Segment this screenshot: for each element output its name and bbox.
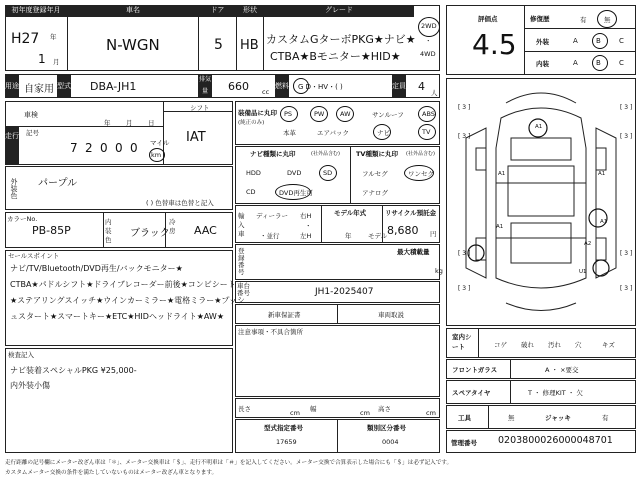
- diagram-bracket: [ 3 ]: [620, 104, 633, 111]
- tools-label: 工具: [458, 414, 471, 422]
- mileage-digit: 7: [70, 141, 78, 155]
- grade-label: グレード: [264, 5, 414, 17]
- import-dealer: ディーラー: [256, 212, 288, 220]
- grade-option: A: [573, 37, 578, 45]
- length-unit: cm: [290, 409, 300, 417]
- car-name-label: 車名: [68, 5, 198, 17]
- inspector-note-line2: 内外装小傷: [10, 381, 50, 390]
- damage-mark: A2: [584, 241, 592, 247]
- grade-option-circle: [592, 55, 608, 71]
- grade-option-circle: [592, 33, 608, 49]
- diagram-bracket: [ 3 ]: [620, 133, 633, 140]
- footer-line2: カスタムメーター交換の条件を満たしていないものはメーター改ざん車となります。: [5, 470, 218, 476]
- navi-label: ナビ種類に丸印: [250, 150, 296, 158]
- car-name: N-WGN: [106, 36, 160, 54]
- grade-option: B: [596, 59, 601, 67]
- reg-year-suffix: 年: [50, 33, 57, 41]
- damage-mark: A1: [598, 171, 606, 177]
- jack-label: ジャッキ: [545, 414, 571, 422]
- exterior-color: パープル: [38, 178, 78, 189]
- length-label: 長さ: [238, 405, 251, 413]
- seat-item: 破れ: [521, 341, 534, 349]
- handle-dot: ・: [305, 222, 312, 230]
- import-label: 輸入車: [238, 212, 245, 238]
- grade-line2: CTBA★Bモニター★HID★: [270, 50, 401, 63]
- color-code: PB-85P: [32, 224, 71, 237]
- width-label: 幅: [310, 405, 317, 413]
- damage-mark: A1: [496, 224, 504, 230]
- inspection-day: 日: [148, 119, 155, 127]
- sales-line-2: CTBA★パドルシフト★ドライブレコーダー前後★コンビシート: [10, 280, 236, 289]
- navi-item: SD: [323, 169, 333, 177]
- model-designation-label: 型式指定番号: [264, 424, 303, 432]
- handle-right: 右H: [300, 212, 312, 220]
- mileage-digit: 0: [100, 141, 108, 155]
- width-unit: cm: [360, 409, 370, 417]
- new-car-warranty: 新車保証書: [268, 311, 301, 319]
- recycle-unit: 円: [430, 230, 437, 238]
- tv-item: アナログ: [362, 189, 388, 197]
- mileage-mile: マイル: [150, 139, 170, 147]
- navi-item: DVD: [287, 169, 302, 177]
- model-year-label: モデル年式: [334, 209, 367, 217]
- reg-month-suffix: 月: [53, 58, 60, 66]
- jack-value: 有: [602, 414, 609, 422]
- car-diagram: [446, 78, 636, 326]
- damage-mark: A1: [600, 219, 608, 225]
- ac: AAC: [194, 224, 217, 237]
- displacement: 660: [228, 80, 249, 93]
- spare-tire-label: スペアタイヤ: [452, 389, 491, 397]
- inspector-note-line1: ナビ装着スペシャルPKG ¥25,000-: [10, 366, 137, 375]
- spare-tire-options: T ・ 修理KIT ・ 欠: [528, 389, 583, 397]
- usage-label: 用途: [5, 74, 19, 98]
- chassis-number: JH1-2025407: [315, 287, 374, 297]
- navi-sub: (社外品含む): [311, 151, 340, 157]
- reg-year-label: 初年度登録年月: [5, 5, 67, 17]
- height-unit: cm: [426, 409, 436, 417]
- damage-mark: A1: [535, 124, 543, 130]
- usage: 自家用: [24, 84, 54, 95]
- diagram-bracket: [ 3 ]: [458, 104, 471, 111]
- seat-item: 穴: [575, 341, 582, 349]
- equipment-item: PW: [314, 110, 325, 118]
- sales-line-4: ュスタート★スマートキー★ETC★HIDヘッドライト★AW★: [10, 312, 224, 321]
- interior-color-label: 内装色: [105, 218, 112, 244]
- registration-label: 登録番号: [238, 247, 245, 276]
- model-designation-value: 17659: [276, 438, 297, 446]
- diagram-bracket: [ 3 ]: [458, 133, 471, 140]
- seat-item: 汚れ: [548, 341, 561, 349]
- category-label: 類別区分番号: [367, 424, 406, 432]
- model-label: 型式: [57, 74, 71, 98]
- inspection-month: 月: [126, 119, 133, 127]
- tv-sub: (社外品含む): [406, 151, 435, 157]
- diagram-bracket: [ 3 ]: [458, 250, 471, 257]
- grade-line1: カスタムGターボPKG★ナビ★: [266, 33, 416, 46]
- seat-item: コゲ: [494, 341, 507, 349]
- navi-item: HDD: [246, 169, 261, 177]
- doors: 5: [214, 37, 223, 53]
- inspection-year: 年: [104, 119, 111, 127]
- grade-option: C: [619, 59, 624, 67]
- mileage-digit: 0: [115, 141, 123, 155]
- equipment-item-circle: [373, 124, 391, 140]
- equipment-item: PS: [284, 110, 293, 118]
- inspection-label: 車検: [24, 111, 38, 119]
- tools-value: 無: [508, 414, 515, 422]
- recycle-label: リサイクル預託金: [385, 209, 437, 217]
- seat-item: キズ: [602, 341, 615, 349]
- reg-month: 1: [38, 52, 46, 66]
- height-label: 高さ: [378, 405, 391, 413]
- exterior-grade-label: 外装: [536, 38, 549, 46]
- equipment-item: 本革: [283, 129, 296, 137]
- tv-item: フルセグ: [362, 170, 388, 178]
- equipment-item-circle: [310, 106, 328, 122]
- navi-item: CD: [246, 188, 256, 196]
- grade-option: C: [619, 37, 624, 45]
- mileage-km: km: [151, 151, 162, 159]
- notes-label: 注意事項・不具合箇所: [238, 328, 303, 336]
- drive-2wd: 2WD: [421, 22, 437, 30]
- equipment-item-circle: [418, 124, 436, 140]
- doors-label: ドア: [199, 5, 236, 17]
- tv-item: ワンセグ: [408, 170, 434, 178]
- equipment-item: エアバック: [317, 129, 349, 137]
- category-value: 0004: [382, 438, 399, 446]
- equipment-sub: (純正のみ): [238, 120, 265, 126]
- score-value: 4.5: [472, 28, 517, 61]
- damage-mark: U1: [579, 269, 587, 275]
- diagram-bracket: [ 3 ]: [620, 250, 633, 257]
- shift-label: シフト: [190, 104, 210, 112]
- diagram-bracket: [ 3 ]: [458, 285, 471, 292]
- repair-no: 無: [604, 16, 611, 24]
- equipment-item: サンルーフ: [372, 111, 404, 119]
- equipment-item-circle: [336, 106, 354, 122]
- interior-color: ブラック: [130, 228, 170, 239]
- navi-item: DVD再生可: [279, 189, 313, 197]
- sales-line-1: ナビ/TV/Bluetooth/DVD再生/バックモニター★: [10, 264, 183, 273]
- interior-grade-label: 内装: [536, 60, 549, 68]
- tv-item-circle: [404, 165, 434, 181]
- equipment-item: TV: [422, 128, 431, 136]
- mileage-digit: 0: [130, 141, 138, 155]
- max-load-label: 最大積載量: [397, 248, 430, 256]
- equipment-item-circle: [418, 106, 436, 122]
- model: DBA-JH1: [90, 80, 137, 93]
- handle-left: 左H: [300, 232, 312, 240]
- chassis-label: 車台番号: [237, 282, 250, 297]
- reg-era: H27: [11, 31, 40, 47]
- equipment-item-circle: [280, 106, 298, 122]
- drive-dot: ・: [425, 37, 432, 45]
- import-parallel: ・並行: [260, 232, 280, 240]
- equipment-label: 装備品に丸印: [238, 109, 277, 117]
- damage-mark: A1: [498, 171, 506, 177]
- mileage-label: 走行: [5, 127, 19, 165]
- tv-label: TV種類に丸印: [356, 150, 398, 158]
- score-label: 評価点: [478, 15, 498, 23]
- fuel-options: G D・HV・( ): [298, 83, 343, 91]
- inspector-note-label: 検査記入: [8, 351, 34, 359]
- grade-option: B: [596, 37, 601, 45]
- ac-label: 冷房: [169, 218, 176, 235]
- shape-label: 形状: [237, 5, 263, 17]
- navi-item-circle: [319, 165, 337, 181]
- max-load-kg: kg: [435, 267, 443, 275]
- vehicle-records: 車両取説: [378, 311, 404, 319]
- equipment-item: ナビ: [377, 129, 390, 137]
- grade-option: A: [573, 59, 578, 67]
- management-label: 管理番号: [451, 439, 477, 447]
- inspector-note-box: [5, 348, 233, 453]
- equipment-item: AW: [340, 110, 351, 118]
- capacity: 4: [418, 80, 425, 93]
- equipment-item: ABS: [422, 110, 435, 118]
- repair-label: 修復歴: [530, 15, 550, 23]
- dimensions-box: [235, 398, 440, 418]
- sales-line-3: ★ステアリングスイッチ★ウインカーミラー★電格ミラー★プッシ: [10, 296, 245, 305]
- cc-unit: cc: [262, 88, 270, 96]
- exterior-label: 外装色: [10, 178, 18, 199]
- windshield-options: A ・ ×要交: [545, 366, 579, 374]
- exterior-note: ( ) 色替車は色替と記入: [146, 199, 214, 207]
- mileage-digit: 2: [85, 141, 93, 155]
- mileage-note: 記号: [26, 129, 39, 137]
- interior-seat-label: 室内シート: [452, 333, 472, 351]
- capacity-label: 定員: [392, 74, 406, 98]
- capacity-unit: 人: [431, 89, 438, 97]
- displacement-label: 排気量: [198, 74, 212, 98]
- windshield-label: フロントガラス: [452, 366, 498, 374]
- sales-points-label: セールスポイント: [8, 252, 60, 260]
- shift: IAT: [186, 130, 206, 145]
- navi-item-circle: [275, 184, 311, 200]
- model-year-year: 年: [345, 232, 352, 240]
- management-number: 0203800026000048701: [498, 435, 613, 446]
- recycle-value: 8,680: [387, 224, 419, 237]
- footer-line1: 走行距離の記号欄にメーター改ざん車は「＊」、メーター交換車は「＄」、走行不明車は「＃」を記入してください。メーター交換で合算表示した場合にも「＄」は必ず記入です。: [5, 460, 453, 466]
- color-code-label: カラーNo.: [7, 215, 38, 223]
- diagram-bracket: [ 3 ]: [620, 285, 633, 292]
- drive-4wd: 4WD: [420, 50, 436, 58]
- model-year-model: モデル: [368, 232, 388, 240]
- repair-yes: 有: [580, 16, 587, 24]
- shape: HB: [240, 38, 259, 53]
- fuel-label: 燃料: [275, 74, 289, 98]
